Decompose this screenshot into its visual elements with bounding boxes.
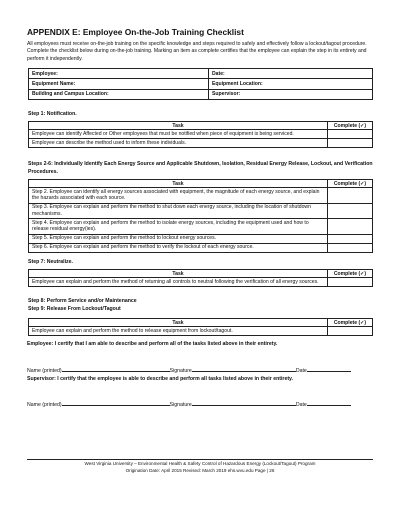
footer-line-1: West Virginia University – Environmental Health & Safety Control of Hazardous Energy (Lockout/Tagout) Program xyxy=(84,461,316,466)
footer-divider xyxy=(27,459,373,460)
task-cell: Step 5. Employee can explain and perform the method to lockout energy sources. xyxy=(29,234,328,243)
employee-cert-label: Employee: xyxy=(27,341,54,347)
complete-checkbox-cell[interactable] xyxy=(328,130,373,139)
complete-checkbox-cell[interactable] xyxy=(328,243,373,252)
complete-checkbox-cell[interactable] xyxy=(328,327,373,336)
info-table xyxy=(28,68,373,100)
complete-column-header: Complete (✓) xyxy=(328,270,373,278)
complete-column-header: Complete (✓) xyxy=(328,122,373,130)
employee-signature-input[interactable] xyxy=(192,366,296,372)
employee-signature-line xyxy=(27,366,351,374)
employee-cert-text: I certify that I am able to describe and perform all of the tasks listed above in their entirety. xyxy=(54,341,278,347)
step1-heading: Step 1: Notification. xyxy=(28,111,77,117)
step8-heading: Step 8: Perform Service and/or Maintenance xyxy=(28,298,137,304)
table-row xyxy=(29,327,373,336)
signature-label: Signature xyxy=(169,401,192,408)
supervisor-cert-text: I certify that the employee is able to describe and perform all tasks listed above in their entirety. xyxy=(57,376,294,382)
complete-checkbox-cell[interactable] xyxy=(328,234,373,243)
task-cell: Step 4. Employee can explain and perform the method to isolate energy sources, including the equipment used and how to release residual energy(ies). xyxy=(29,219,328,235)
task-cell: Employee can explain and perform the method to release equipment from lockout/tagout. xyxy=(29,327,328,336)
supervisor-date-input[interactable] xyxy=(307,400,351,406)
supervisor-certification xyxy=(27,376,293,383)
intro-paragraph: All employees must receive on-the-job training on the specific knowledge and steps required to safely and effectively follow a lockout/tagout procedure. Complete the checklist below during on-the-job training. Marking an item as complete certifies that the employee can explain the step in its entirety and perform it independently. xyxy=(27,41,367,62)
name-printed-label: Name (printed) xyxy=(27,401,62,408)
employee-certification xyxy=(27,341,277,348)
name-printed-label: Name (printed) xyxy=(27,367,62,374)
complete-checkbox-cell[interactable] xyxy=(328,203,373,219)
page-title: APPENDIX E: Employee On-the-Job Training Checklist xyxy=(27,27,244,37)
step9-table xyxy=(28,318,373,336)
step9-heading: Step 9: Release From Lockout/Tagout xyxy=(28,306,121,312)
date-label: Date xyxy=(295,367,307,374)
table-row xyxy=(29,130,373,139)
supervisor-field[interactable]: Supervisor: xyxy=(209,89,373,99)
table-row xyxy=(29,203,373,219)
steps2-6-table xyxy=(28,179,373,253)
task-column-header: Task xyxy=(29,270,328,278)
step1-table xyxy=(28,121,373,148)
table-row xyxy=(29,188,373,204)
complete-column-header: Complete (✓) xyxy=(328,180,373,188)
steps2-6-heading: Steps 2-6: Individually Identify Each Energy Source and Applicable Shutdown, Isolation, Residual Energy Release, Lockout, and Verification Procedures. xyxy=(28,161,373,175)
supervisor-signature-line xyxy=(27,400,351,408)
table-row xyxy=(29,138,373,147)
task-column-header: Task xyxy=(29,319,328,327)
table-row xyxy=(29,243,373,252)
building-location-field[interactable]: Building and Campus Location: xyxy=(29,89,209,99)
equipment-location-field[interactable]: Equipment Location: xyxy=(209,79,373,89)
task-column-header: Task xyxy=(29,122,328,130)
complete-checkbox-cell[interactable] xyxy=(328,188,373,204)
table-row xyxy=(29,278,373,287)
employee-date-input[interactable] xyxy=(307,366,351,372)
table-row xyxy=(29,219,373,235)
footer-line-2: Origination Date: April 2015 Revised: March 2019 ehs.wvu.edu Page | 26 xyxy=(125,468,275,473)
complete-checkbox-cell[interactable] xyxy=(328,219,373,235)
supervisor-name-input[interactable] xyxy=(62,400,170,406)
task-column-header: Task xyxy=(29,180,328,188)
task-cell: Step 3. Employee can explain and perform the method to shut down each energy source, including the location of shutdown mechanisms. xyxy=(29,203,328,219)
step7-table xyxy=(28,269,373,287)
task-cell: Step 2. Employee can identify all energy sources associated with equipment, the magnitude of each energy source, and explain the hazards associated with each source. xyxy=(29,188,328,204)
table-row xyxy=(29,234,373,243)
task-cell: Employee can identify Affected or Other employees that must be notified when piece of equipment is being serviced. xyxy=(29,130,328,139)
complete-checkbox-cell[interactable] xyxy=(328,278,373,287)
date-label: Date xyxy=(295,401,307,408)
employee-field[interactable]: Employee: xyxy=(29,69,209,79)
task-cell: Employee can describe the method used to inform these individuals. xyxy=(29,138,328,147)
task-cell: Step 6. Employee can explain and perform the method to verify the lockout of each energy source. xyxy=(29,243,328,252)
date-field[interactable]: Date: xyxy=(209,69,373,79)
complete-checkbox-cell[interactable] xyxy=(328,138,373,147)
step7-heading: Step 7: Neutralize. xyxy=(28,259,73,265)
complete-column-header: Complete (✓) xyxy=(328,319,373,327)
task-cell: Employee can explain and perform the method of returning all controls to neutral following the verification of all energy sources. xyxy=(29,278,328,287)
employee-name-input[interactable] xyxy=(62,366,170,372)
signature-label: Signature xyxy=(169,367,192,374)
equipment-name-field[interactable]: Equipment Name: xyxy=(29,79,209,89)
supervisor-cert-label: Supervisor: xyxy=(27,376,56,382)
supervisor-signature-input[interactable] xyxy=(192,400,296,406)
